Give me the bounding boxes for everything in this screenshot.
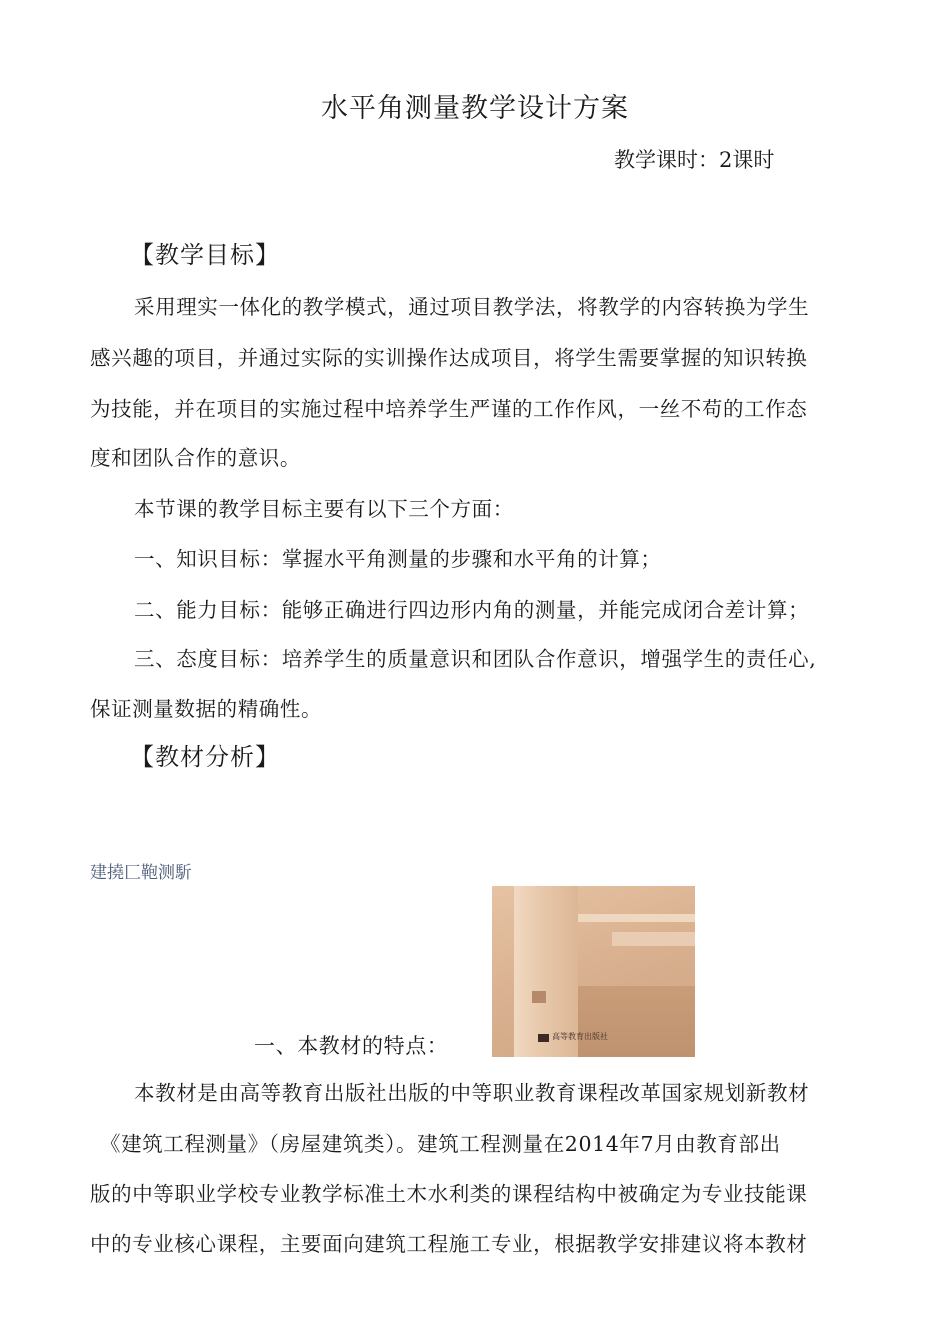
document-title: 水平角测量教学设计方案 <box>321 93 629 124</box>
objectives-para-line: 为技能，并在项目的实施过程中培养学生严谨的工作作风，一丝不苟的工作态 <box>90 397 808 421</box>
objectives-intro: 本节课的教学目标主要有以下三个方面： <box>134 497 514 521</box>
figure-caption: 建撓匚鞄测馸 <box>90 863 192 883</box>
objectives-para-line: 采用理实一体化的教学模式，通过项目教学法，将教学的内容转换为学生 <box>134 295 810 319</box>
cover-detail <box>532 991 546 1003</box>
class-hours: 教学课时：2课时 <box>614 148 775 172</box>
objective-ability: 二、能力目标：能够正确进行四边形内角的测量，并能完成闭合差计算； <box>134 598 810 622</box>
objectives-heading: 【教学目标】 <box>130 241 280 269</box>
objective-knowledge: 一、知识目标：掌握水平角测量的步骤和水平角的计算； <box>134 547 662 571</box>
publisher-logo-icon <box>538 1034 549 1042</box>
cover-ground <box>578 986 695 1057</box>
objective-attitude-cont: 保证测量数据的精确性。 <box>90 697 323 721</box>
features-para-line: 本教材是由高等教育出版社出版的中等职业教育课程改革国家规划新教材 <box>134 1081 810 1105</box>
features-heading: 一、本教材的特点： <box>254 1034 449 1058</box>
objective-attitude: 三、态度目标：培养学生的质量意识和团队合作意识，增强学生的责任心, <box>134 647 817 671</box>
textbook-cover-image <box>492 886 695 1057</box>
features-para-line: 中的专业核心课程，主要面向建筑工程施工专业，根据教学安排建议将本教材 <box>90 1232 808 1256</box>
cover-railing-lower <box>612 932 695 946</box>
cover-railing <box>578 914 695 922</box>
publisher-name: 高等教育出版社 <box>552 1032 608 1041</box>
materials-heading: 【教材分析】 <box>130 743 280 771</box>
objectives-para-line: 度和团队合作的意识。 <box>90 446 301 470</box>
objectives-para-line: 感兴趣的项目，并通过实际的实训操作达成项目，将学生需要掌握的知识转换 <box>90 346 808 370</box>
features-para-line: 《建筑工程测量》（房屋建筑类）。建筑工程测量在2014年7月由教育部出 <box>100 1132 781 1156</box>
features-para-line: 版的中等职业学校专业教学标准土木水利类的课程结构中被确定为专业技能课 <box>90 1182 808 1206</box>
